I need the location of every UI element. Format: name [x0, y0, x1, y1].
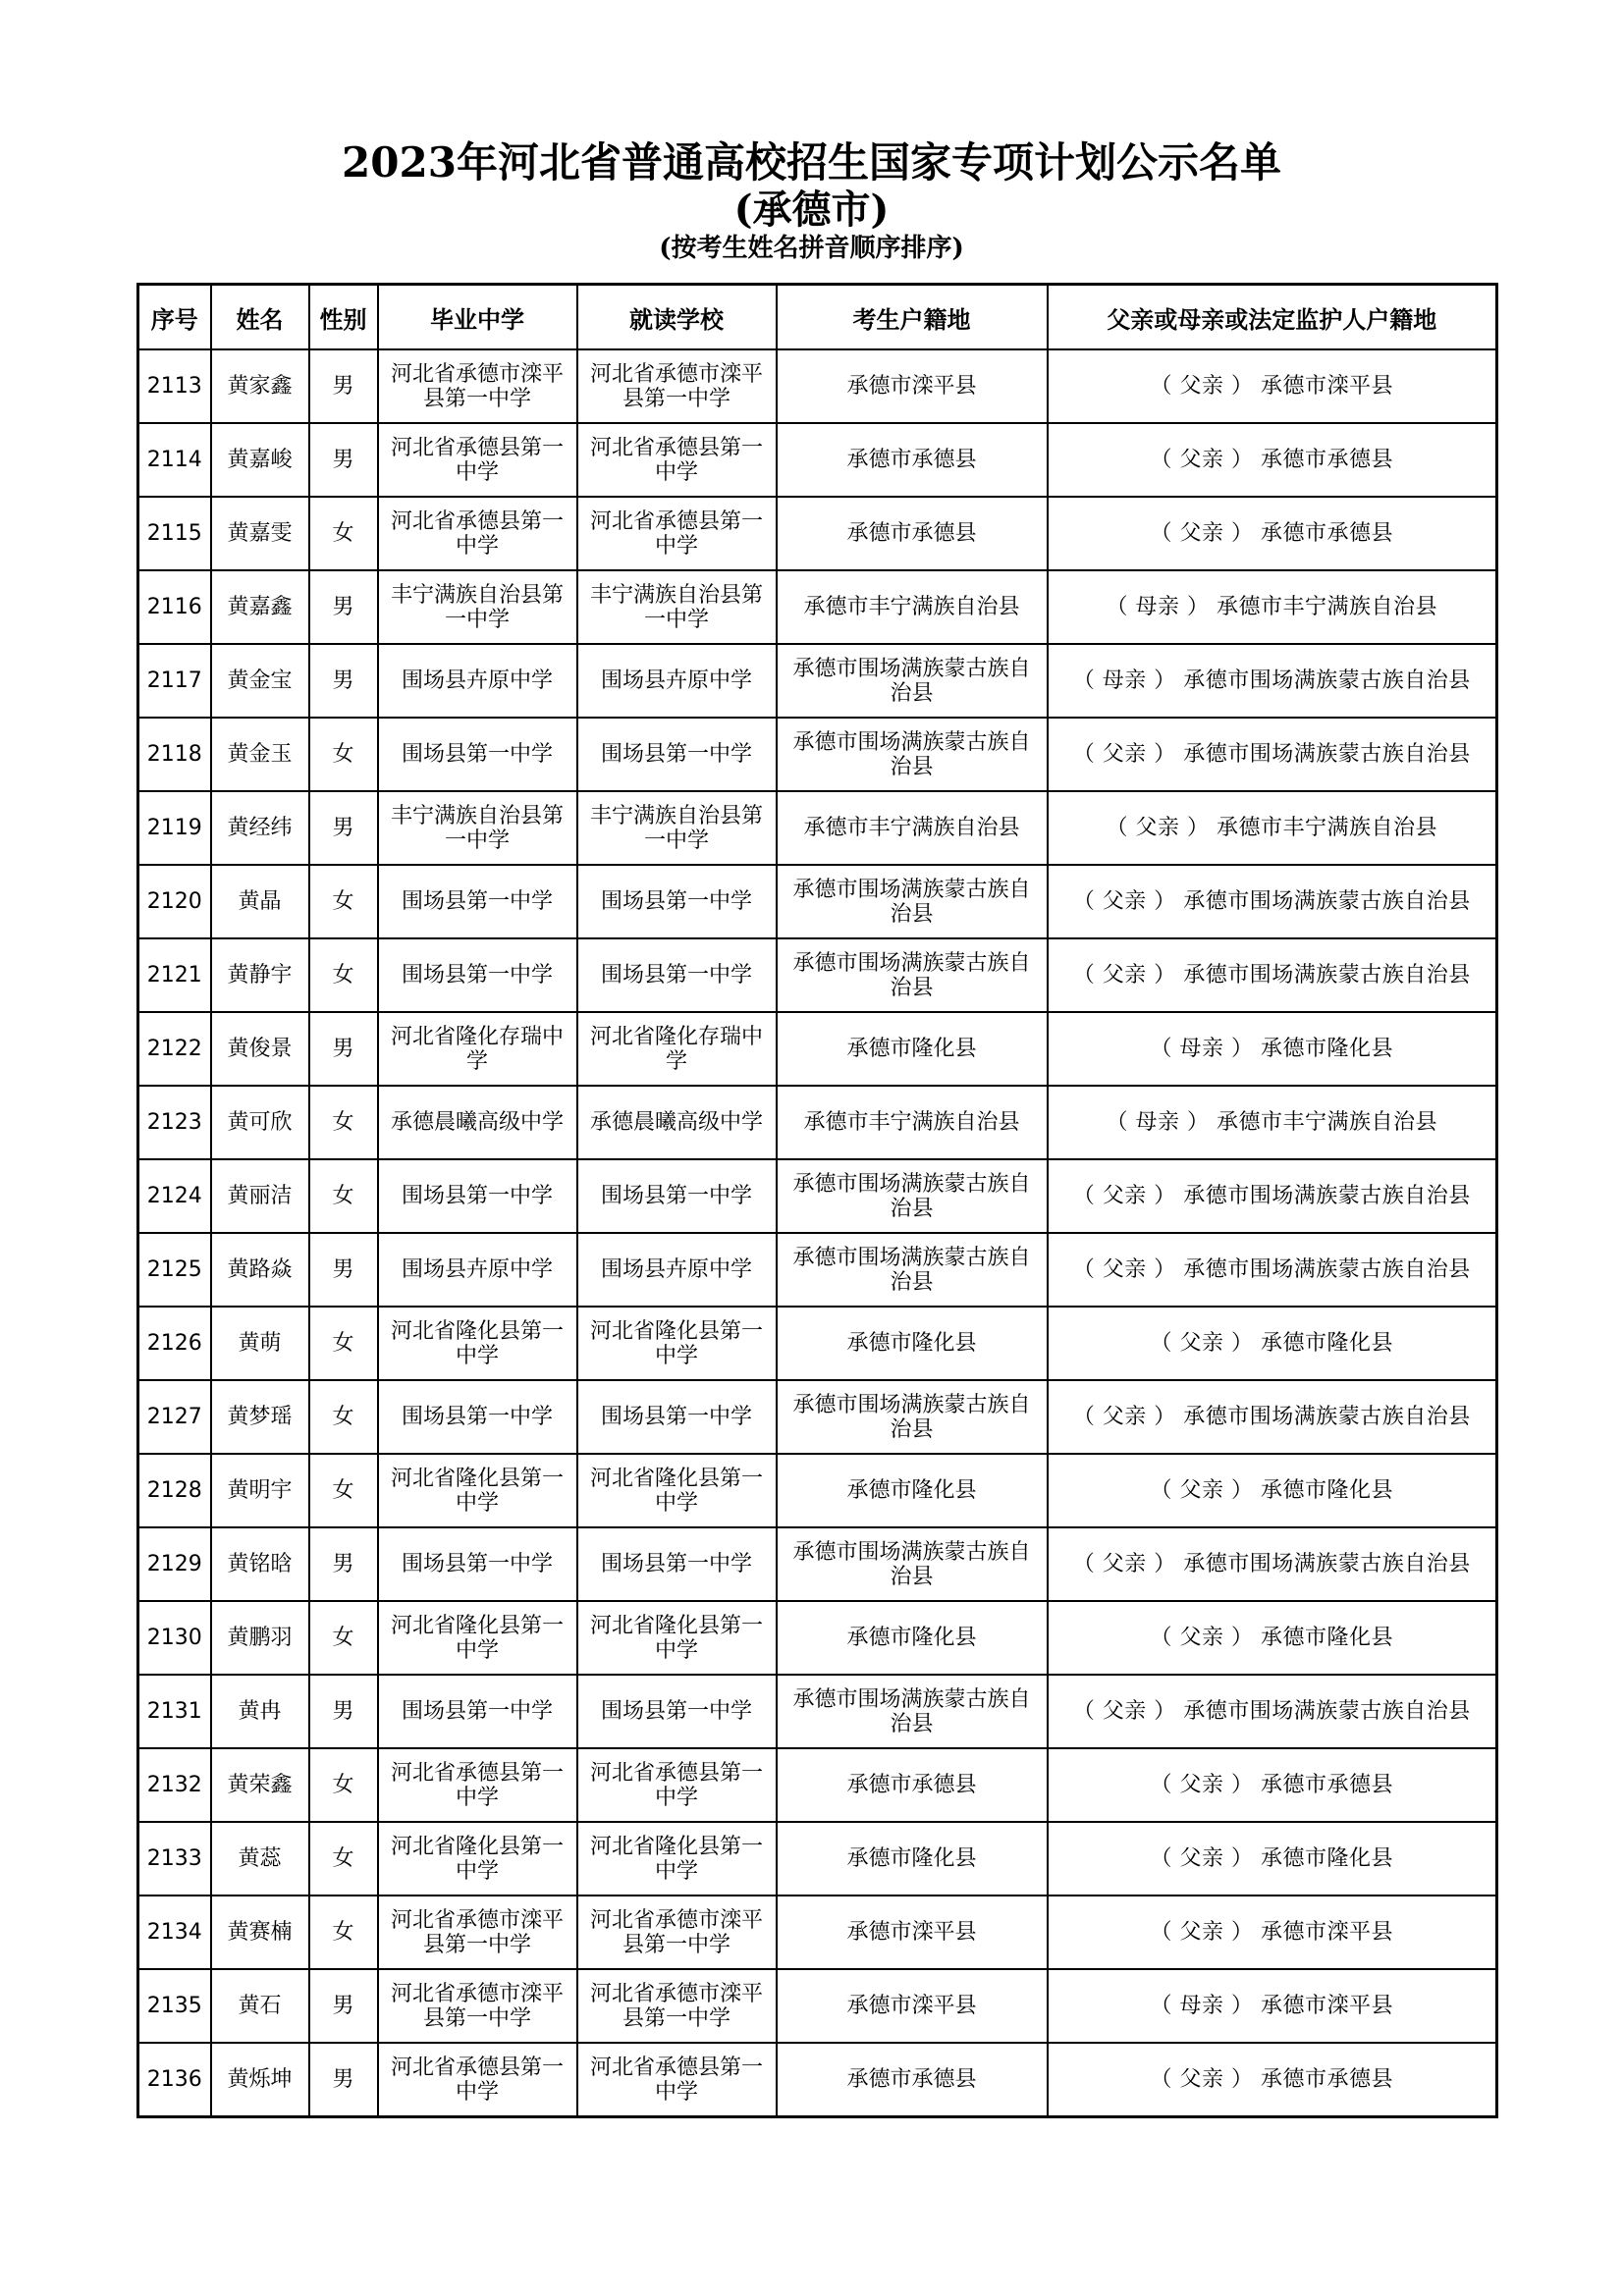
cell-serial: 2114 [138, 423, 211, 497]
cell-guardian-domicile: （ 父亲 ） 承德市隆化县 [1048, 1601, 1497, 1675]
cell-gender: 男 [309, 2043, 378, 2117]
cell-graduation-school: 河北省承德县第一中学 [378, 2043, 577, 2117]
cell-name: 黄萌 [211, 1307, 309, 1380]
cell-gender: 男 [309, 423, 378, 497]
cell-gender: 男 [309, 1969, 378, 2043]
cell-serial: 2121 [138, 938, 211, 1012]
cell-serial: 2120 [138, 865, 211, 938]
cell-guardian-domicile: （ 父亲 ） 承德市围场满族蒙古族自治县 [1048, 1380, 1497, 1454]
cell-student-domicile: 承德市围场满族蒙古族自治县 [777, 1233, 1048, 1307]
header-current-school: 就读学校 [577, 285, 777, 350]
cell-graduation-school: 围场县第一中学 [378, 938, 577, 1012]
cell-guardian-domicile: （ 母亲 ） 承德市围场满族蒙古族自治县 [1048, 644, 1497, 718]
table-row [138, 1675, 1497, 1748]
cell-gender: 女 [309, 1159, 378, 1233]
cell-current-school: 河北省承德县第一中学 [577, 1748, 777, 1822]
document-sort-note: (按考生姓名拼音顺序排序) [659, 234, 964, 263]
table-row [138, 791, 1497, 865]
cell-current-school: 围场县卉原中学 [577, 1233, 777, 1307]
cell-graduation-school: 河北省隆化县第一中学 [378, 1822, 577, 1896]
cell-guardian-domicile: （ 父亲 ） 承德市隆化县 [1048, 1822, 1497, 1896]
cell-current-school: 河北省承德市滦平县第一中学 [577, 1969, 777, 2043]
cell-guardian-domicile: （ 父亲 ） 承德市隆化县 [1048, 1307, 1497, 1380]
cell-current-school: 围场县第一中学 [577, 1380, 777, 1454]
cell-current-school: 河北省承德县第一中学 [577, 423, 777, 497]
cell-gender: 女 [309, 1086, 378, 1159]
table-row [138, 718, 1497, 791]
cell-graduation-school: 围场县卉原中学 [378, 644, 577, 718]
cell-serial: 2126 [138, 1307, 211, 1380]
cell-current-school: 丰宁满族自治县第一中学 [577, 570, 777, 644]
table-row [138, 1159, 1497, 1233]
cell-graduation-school: 围场县第一中学 [378, 1675, 577, 1748]
table-row [138, 1601, 1497, 1675]
cell-serial: 2116 [138, 570, 211, 644]
cell-student-domicile: 承德市隆化县 [777, 1454, 1048, 1527]
cell-current-school: 河北省隆化县第一中学 [577, 1822, 777, 1896]
table-row [138, 423, 1497, 497]
cell-graduation-school: 围场县卉原中学 [378, 1233, 577, 1307]
cell-serial: 2136 [138, 2043, 211, 2117]
cell-guardian-domicile: （ 父亲 ） 承德市承德县 [1048, 2043, 1497, 2117]
cell-name: 黄赛楠 [211, 1896, 309, 1969]
roster-table [136, 283, 1498, 2118]
table-body [138, 349, 1497, 2117]
cell-name: 黄嘉雯 [211, 497, 309, 570]
table-row [138, 644, 1497, 718]
cell-student-domicile: 承德市滦平县 [777, 1896, 1048, 1969]
cell-serial: 2124 [138, 1159, 211, 1233]
header-student-domicile: 考生户籍地 [777, 285, 1048, 350]
cell-graduation-school: 河北省隆化县第一中学 [378, 1307, 577, 1380]
cell-student-domicile: 承德市围场满族蒙古族自治县 [777, 644, 1048, 718]
cell-student-domicile: 承德市滦平县 [777, 349, 1048, 423]
cell-student-domicile: 承德市围场满族蒙古族自治县 [777, 1675, 1048, 1748]
cell-name: 黄鹏羽 [211, 1601, 309, 1675]
cell-gender: 男 [309, 570, 378, 644]
cell-current-school: 围场县第一中学 [577, 718, 777, 791]
table-row [138, 1454, 1497, 1527]
cell-name: 黄烁坤 [211, 2043, 309, 2117]
cell-gender: 女 [309, 1748, 378, 1822]
cell-student-domicile: 承德市围场满族蒙古族自治县 [777, 1159, 1048, 1233]
table-row [138, 1380, 1497, 1454]
cell-current-school: 丰宁满族自治县第一中学 [577, 791, 777, 865]
cell-graduation-school: 丰宁满族自治县第一中学 [378, 791, 577, 865]
table-header-row [138, 285, 1497, 350]
cell-gender: 男 [309, 1527, 378, 1601]
header-gender: 性别 [309, 285, 378, 350]
cell-current-school: 河北省隆化存瑞中学 [577, 1012, 777, 1086]
cell-gender: 女 [309, 1454, 378, 1527]
cell-guardian-domicile: （ 父亲 ） 承德市围场满族蒙古族自治县 [1048, 865, 1497, 938]
cell-student-domicile: 承德市承德县 [777, 423, 1048, 497]
cell-name: 黄铭晗 [211, 1527, 309, 1601]
cell-name: 黄可欣 [211, 1086, 309, 1159]
cell-serial: 2122 [138, 1012, 211, 1086]
cell-current-school: 围场县第一中学 [577, 1159, 777, 1233]
cell-graduation-school: 河北省隆化存瑞中学 [378, 1012, 577, 1086]
header-graduation-school: 毕业中学 [378, 285, 577, 350]
cell-student-domicile: 承德市隆化县 [777, 1601, 1048, 1675]
cell-name: 黄嘉鑫 [211, 570, 309, 644]
cell-guardian-domicile: （ 父亲 ） 承德市滦平县 [1048, 349, 1497, 423]
header-guardian-domicile: 父亲或母亲或法定监护人户籍地 [1048, 285, 1497, 350]
cell-student-domicile: 承德市承德县 [777, 497, 1048, 570]
cell-guardian-domicile: （ 父亲 ） 承德市围场满族蒙古族自治县 [1048, 1527, 1497, 1601]
table-row [138, 1822, 1497, 1896]
cell-student-domicile: 承德市丰宁满族自治县 [777, 1086, 1048, 1159]
table-row [138, 497, 1497, 570]
cell-student-domicile: 承德市丰宁满族自治县 [777, 791, 1048, 865]
cell-graduation-school: 河北省承德市滦平县第一中学 [378, 1969, 577, 2043]
cell-guardian-domicile: （ 母亲 ） 承德市隆化县 [1048, 1012, 1497, 1086]
cell-student-domicile: 承德市承德县 [777, 2043, 1048, 2117]
cell-graduation-school: 河北省隆化县第一中学 [378, 1454, 577, 1527]
cell-gender: 女 [309, 497, 378, 570]
cell-graduation-school: 河北省承德县第一中学 [378, 497, 577, 570]
cell-gender: 女 [309, 1822, 378, 1896]
cell-serial: 2130 [138, 1601, 211, 1675]
table-row [138, 865, 1497, 938]
cell-student-domicile: 承德市围场满族蒙古族自治县 [777, 718, 1048, 791]
cell-serial: 2133 [138, 1822, 211, 1896]
cell-guardian-domicile: （ 父亲 ） 承德市滦平县 [1048, 1896, 1497, 1969]
cell-name: 黄嘉峻 [211, 423, 309, 497]
cell-current-school: 围场县第一中学 [577, 1675, 777, 1748]
cell-name: 黄晶 [211, 865, 309, 938]
cell-guardian-domicile: （ 父亲 ） 承德市承德县 [1048, 497, 1497, 570]
cell-guardian-domicile: （ 父亲 ） 承德市围场满族蒙古族自治县 [1048, 1233, 1497, 1307]
cell-gender: 男 [309, 791, 378, 865]
cell-current-school: 河北省承德县第一中学 [577, 497, 777, 570]
cell-student-domicile: 承德市隆化县 [777, 1307, 1048, 1380]
cell-gender: 男 [309, 1675, 378, 1748]
cell-name: 黄丽洁 [211, 1159, 309, 1233]
cell-current-school: 河北省隆化县第一中学 [577, 1454, 777, 1527]
cell-student-domicile: 承德市隆化县 [777, 1822, 1048, 1896]
cell-guardian-domicile: （ 父亲 ） 承德市丰宁满族自治县 [1048, 791, 1497, 865]
cell-guardian-domicile: （ 父亲 ） 承德市承德县 [1048, 423, 1497, 497]
cell-guardian-domicile: （ 父亲 ） 承德市承德县 [1048, 1748, 1497, 1822]
cell-current-school: 承德晨曦高级中学 [577, 1086, 777, 1159]
cell-graduation-school: 河北省承德县第一中学 [378, 1748, 577, 1822]
cell-guardian-domicile: （ 父亲 ） 承德市围场满族蒙古族自治县 [1048, 718, 1497, 791]
cell-student-domicile: 承德市丰宁满族自治县 [777, 570, 1048, 644]
cell-serial: 2119 [138, 791, 211, 865]
cell-graduation-school: 围场县第一中学 [378, 718, 577, 791]
cell-student-domicile: 承德市滦平县 [777, 1969, 1048, 2043]
table-row [138, 1307, 1497, 1380]
cell-current-school: 围场县第一中学 [577, 938, 777, 1012]
table-row [138, 938, 1497, 1012]
cell-name: 黄经纬 [211, 791, 309, 865]
cell-current-school: 围场县第一中学 [577, 865, 777, 938]
cell-current-school: 围场县卉原中学 [577, 644, 777, 718]
cell-gender: 女 [309, 938, 378, 1012]
cell-serial: 2123 [138, 1086, 211, 1159]
cell-name: 黄梦瑶 [211, 1380, 309, 1454]
cell-current-school: 河北省承德县第一中学 [577, 2043, 777, 2117]
cell-gender: 女 [309, 1380, 378, 1454]
document-title: 2023年河北省普通高校招生国家专项计划公示名单 [342, 138, 1281, 187]
cell-name: 黄静宇 [211, 938, 309, 1012]
table-row [138, 1086, 1497, 1159]
cell-graduation-school: 围场县第一中学 [378, 1159, 577, 1233]
cell-current-school: 河北省隆化县第一中学 [577, 1601, 777, 1675]
cell-guardian-domicile: （ 母亲 ） 承德市丰宁满族自治县 [1048, 570, 1497, 644]
cell-student-domicile: 承德市围场满族蒙古族自治县 [777, 1380, 1048, 1454]
cell-gender: 男 [309, 1012, 378, 1086]
table-row [138, 2043, 1497, 2117]
cell-current-school: 围场县第一中学 [577, 1527, 777, 1601]
cell-guardian-domicile: （ 父亲 ） 承德市隆化县 [1048, 1454, 1497, 1527]
cell-gender: 女 [309, 1601, 378, 1675]
cell-graduation-school: 河北省承德县第一中学 [378, 423, 577, 497]
cell-graduation-school: 丰宁满族自治县第一中学 [378, 570, 577, 644]
cell-serial: 2135 [138, 1969, 211, 2043]
cell-gender: 男 [309, 349, 378, 423]
cell-serial: 2117 [138, 644, 211, 718]
cell-serial: 2125 [138, 1233, 211, 1307]
cell-graduation-school: 承德晨曦高级中学 [378, 1086, 577, 1159]
cell-student-domicile: 承德市隆化县 [777, 1012, 1048, 1086]
cell-name: 黄明宇 [211, 1454, 309, 1527]
cell-gender: 女 [309, 718, 378, 791]
cell-guardian-domicile: （ 父亲 ） 承德市围场满族蒙古族自治县 [1048, 938, 1497, 1012]
table-row [138, 1896, 1497, 1969]
cell-guardian-domicile: （ 父亲 ） 承德市围场满族蒙古族自治县 [1048, 1675, 1497, 1748]
cell-serial: 2127 [138, 1380, 211, 1454]
cell-graduation-school: 围场县第一中学 [378, 1380, 577, 1454]
cell-student-domicile: 承德市承德县 [777, 1748, 1048, 1822]
header-serial: 序号 [138, 285, 211, 350]
cell-serial: 2115 [138, 497, 211, 570]
document-subtitle-city: (承德市) [733, 187, 890, 233]
cell-name: 黄路焱 [211, 1233, 309, 1307]
cell-current-school: 河北省隆化县第一中学 [577, 1307, 777, 1380]
table-row [138, 1233, 1497, 1307]
cell-student-domicile: 承德市围场满族蒙古族自治县 [777, 938, 1048, 1012]
cell-graduation-school: 河北省承德市滦平县第一中学 [378, 349, 577, 423]
cell-serial: 2113 [138, 349, 211, 423]
cell-name: 黄家鑫 [211, 349, 309, 423]
cell-name: 黄冉 [211, 1675, 309, 1748]
cell-name: 黄石 [211, 1969, 309, 2043]
cell-name: 黄俊景 [211, 1012, 309, 1086]
cell-serial: 2132 [138, 1748, 211, 1822]
cell-graduation-school: 河北省隆化县第一中学 [378, 1601, 577, 1675]
table-row [138, 349, 1497, 423]
cell-student-domicile: 承德市围场满族蒙古族自治县 [777, 1527, 1048, 1601]
cell-gender: 女 [309, 1307, 378, 1380]
table-row [138, 1748, 1497, 1822]
cell-current-school: 河北省承德市滦平县第一中学 [577, 1896, 777, 1969]
cell-gender: 女 [309, 865, 378, 938]
cell-name: 黄金玉 [211, 718, 309, 791]
header-name: 姓名 [211, 285, 309, 350]
table-row [138, 1527, 1497, 1601]
table-row [138, 1969, 1497, 2043]
cell-name: 黄蕊 [211, 1822, 309, 1896]
cell-graduation-school: 围场县第一中学 [378, 865, 577, 938]
cell-student-domicile: 承德市围场满族蒙古族自治县 [777, 865, 1048, 938]
cell-serial: 2129 [138, 1527, 211, 1601]
cell-guardian-domicile: （ 父亲 ） 承德市围场满族蒙古族自治县 [1048, 1159, 1497, 1233]
table-row [138, 1012, 1497, 1086]
cell-current-school: 河北省承德市滦平县第一中学 [577, 349, 777, 423]
cell-graduation-school: 围场县第一中学 [378, 1527, 577, 1601]
cell-name: 黄金宝 [211, 644, 309, 718]
cell-serial: 2128 [138, 1454, 211, 1527]
cell-serial: 2131 [138, 1675, 211, 1748]
cell-serial: 2118 [138, 718, 211, 791]
cell-guardian-domicile: （ 母亲 ） 承德市丰宁满族自治县 [1048, 1086, 1497, 1159]
cell-graduation-school: 河北省承德市滦平县第一中学 [378, 1896, 577, 1969]
table-row [138, 570, 1497, 644]
cell-gender: 男 [309, 644, 378, 718]
cell-guardian-domicile: （ 母亲 ） 承德市滦平县 [1048, 1969, 1497, 2043]
cell-gender: 男 [309, 1233, 378, 1307]
cell-gender: 女 [309, 1896, 378, 1969]
cell-name: 黄荣鑫 [211, 1748, 309, 1822]
cell-serial: 2134 [138, 1896, 211, 1969]
